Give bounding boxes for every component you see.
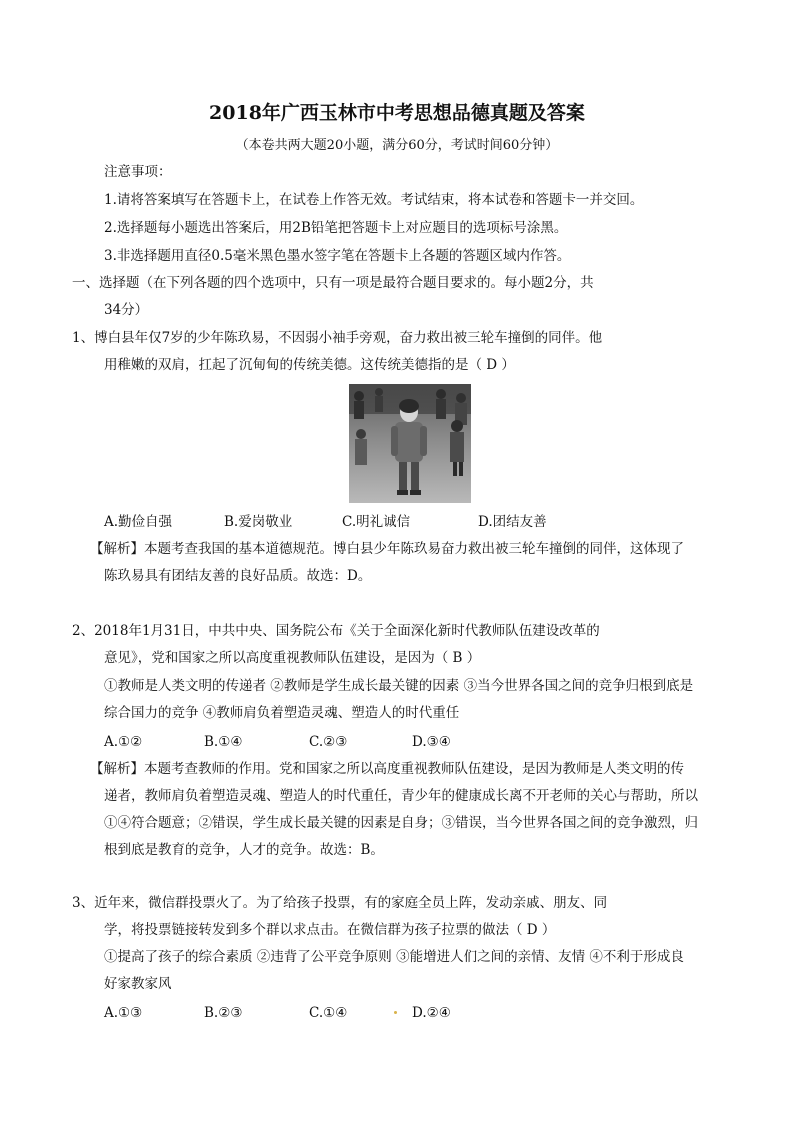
stray-dot-mark bbox=[394, 1011, 397, 1014]
question-2-analysis-line-3: ①④符合题意；②错误，学生成长最关键的因素是自身；③错误，当今世界各国之间的竞争激烈，归 bbox=[104, 815, 698, 831]
question-2-line-1: 2、2018年1月31日，中共中央、国务院公布《关于全面深化新时代教师队伍建设改革的 bbox=[72, 623, 600, 639]
question-3-line-4: 好家教家风 bbox=[104, 976, 172, 992]
question-2-line-2: 意见》，党和国家之所以高度重视教师队伍建设，是因为（ B ） bbox=[104, 650, 481, 666]
child-photo-image bbox=[349, 384, 471, 503]
question-1-line-2: 用稚嫩的双肩，扛起了沉甸甸的传统美德。这传统美德指的是（ D ） bbox=[104, 357, 515, 373]
question-3-option-b: B.②③ bbox=[204, 1005, 243, 1021]
section-heading-cont: 34分） bbox=[104, 302, 149, 318]
question-1-option-a: A.勤俭自强 bbox=[104, 514, 173, 530]
question-2-line-4: 综合国力的竞争 ④教师肩负着塑造灵魂、塑造人的时代重任 bbox=[104, 705, 460, 721]
question-1-option-d: D.团结友善 bbox=[478, 514, 547, 530]
notice-item-3: 3.非选择题用直径0.5毫米黑色墨水签字笔在答题卡上各题的答题区域内作答。 bbox=[104, 248, 571, 264]
question-1-line-1: 1、博白县年仅7岁的少年陈玖易，不因弱小袖手旁观，奋力救出被三轮车撞倒的同伴。他 bbox=[72, 330, 603, 346]
question-1-analysis-line-2: 陈玖易具有团结友善的良好品质。故选：D。 bbox=[104, 568, 372, 584]
question-2-option-b: B.①④ bbox=[204, 734, 243, 750]
question-2-option-c: C.②③ bbox=[309, 734, 348, 750]
page-subtitle: （本卷共两大题20小题，满分60分，考试时间60分钟） bbox=[235, 138, 559, 153]
notice-heading: 注意事项： bbox=[104, 164, 172, 180]
question-1-photo bbox=[349, 384, 471, 503]
question-2-option-a: A.①② bbox=[104, 734, 143, 750]
question-3-line-1: 3、近年来，微信群投票火了。为了给孩子投票，有的家庭全员上阵，发动亲戚、朋友、同 bbox=[72, 895, 608, 911]
question-1-analysis-line-1: 【解析】本题考查我国的基本道德规范。博白县少年陈玖易奋力救出被三轮车撞倒的同伴，这体现了 bbox=[90, 541, 684, 557]
page-title: 2018年广西玉林市中考思想品德真题及答案 bbox=[209, 102, 585, 124]
question-2-line-3: ①教师是人类文明的传递者 ②教师是学生成长最关键的因素 ③当今世界各国之间的竞争归根到底是 bbox=[104, 678, 694, 694]
question-2-analysis-line-1: 【解析】本题考查教师的作用。党和国家之所以高度重视教师队伍建设，是因为教师是人类文明的传 bbox=[90, 761, 684, 777]
question-3-line-3: ①提高了孩子的综合素质 ②违背了公平竞争原则 ③能增进人们之间的亲情、友情 ④不利于形成良 bbox=[104, 949, 684, 965]
section-heading: 一、选择题（在下列各题的四个选项中，只有一项是最符合题目要求的。每小题2分，共 bbox=[72, 275, 594, 291]
question-3-option-d: D.②④ bbox=[412, 1005, 451, 1021]
question-3-option-a: A.①③ bbox=[104, 1005, 143, 1021]
question-2-analysis-line-2: 递者，教师肩负着塑造灵魂、塑造人的时代重任，青少年的健康成长离不开老师的关心与帮助，所以 bbox=[104, 788, 698, 804]
question-1-option-b: B.爱岗敬业 bbox=[224, 514, 293, 530]
notice-item-1: 1.请将答案填写在答题卡上，在试卷上作答无效。考试结束，将本试卷和答题卡一并交回。 bbox=[104, 192, 644, 208]
question-3-line-2: 学，将投票链接转发到多个群以求点击。在微信群为孩子拉票的做法（ D ） bbox=[104, 922, 556, 938]
question-2-analysis-line-4: 根到底是教育的竞争，人才的竞争。故选：B。 bbox=[104, 842, 384, 858]
question-1-option-c: C.明礼诚信 bbox=[342, 514, 411, 530]
notice-item-2: 2.选择题每小题选出答案后，用2B铅笔把答题卡上对应题目的选项标号涂黑。 bbox=[104, 220, 568, 236]
question-2-option-d: D.③④ bbox=[412, 734, 451, 750]
question-3-option-c: C.①④ bbox=[309, 1005, 348, 1021]
